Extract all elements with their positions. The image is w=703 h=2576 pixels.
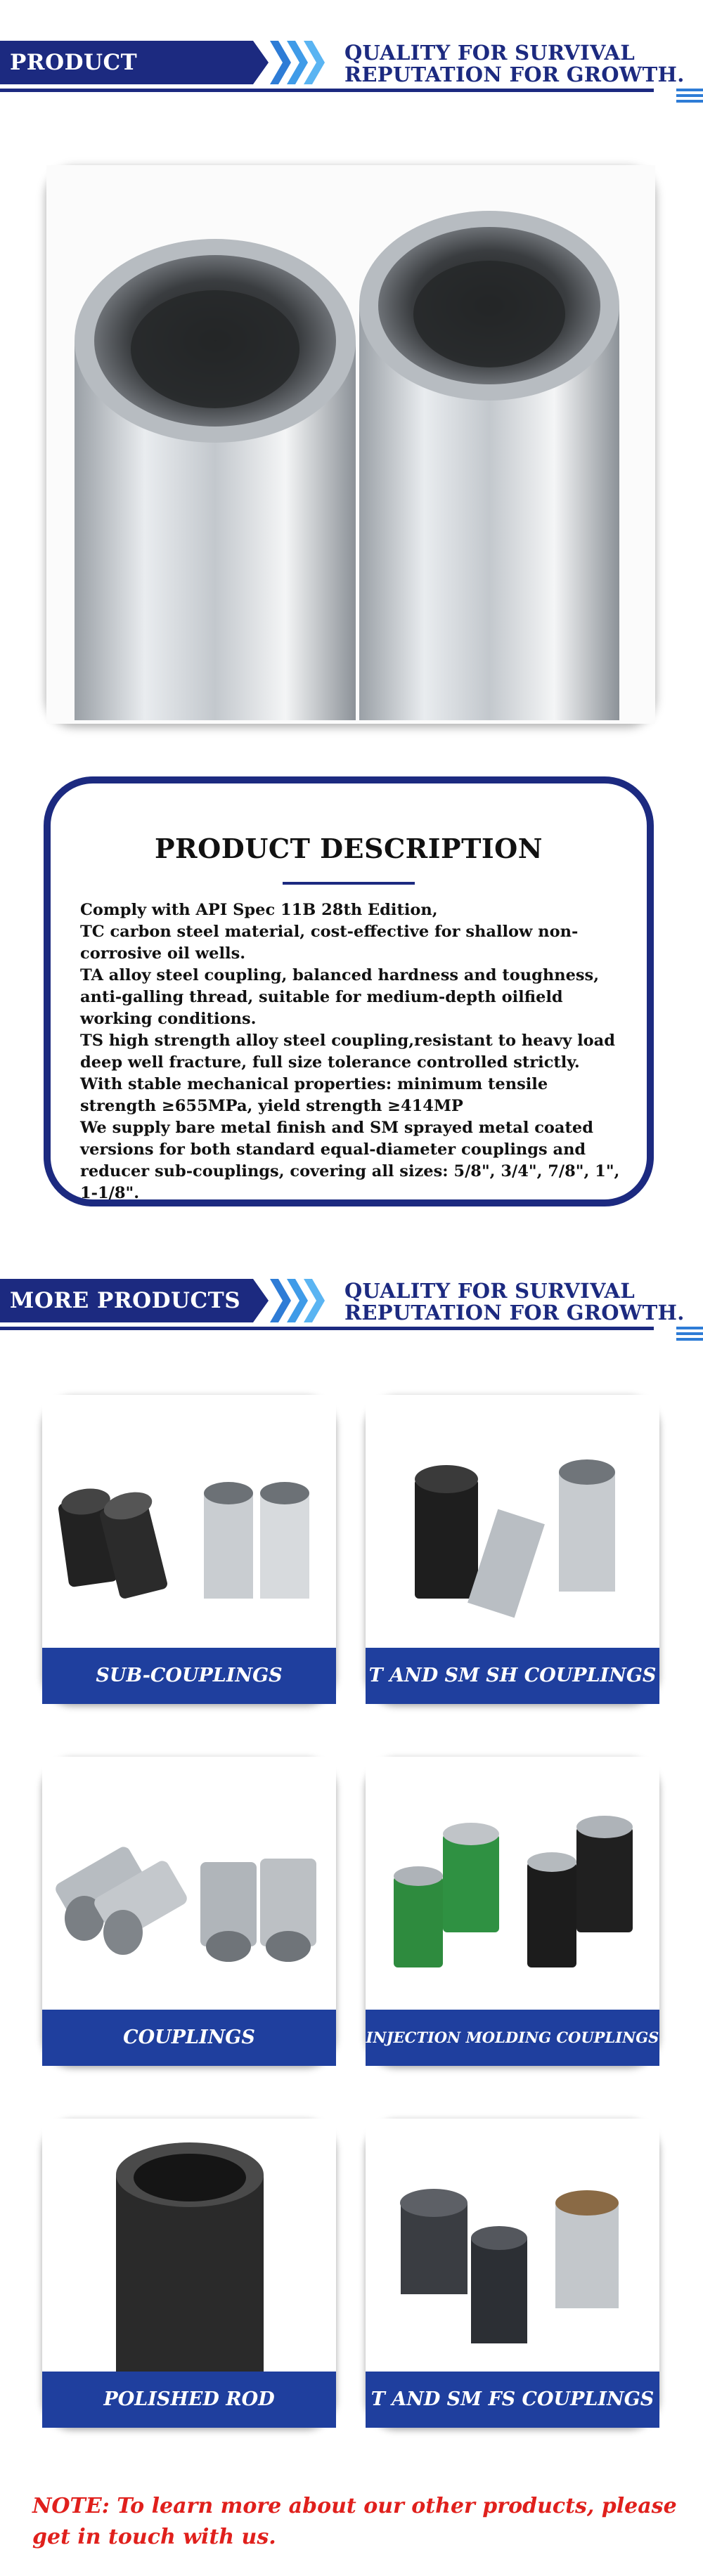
heading-underline xyxy=(283,882,415,885)
header-rule xyxy=(0,89,654,92)
description-paragraph: TC carbon steel material, cost-effective for shallow non-corrosive oil wells. xyxy=(80,923,579,963)
chevron-right-icon xyxy=(304,41,325,84)
product-photo xyxy=(366,2119,659,2372)
description-paragraph: We supply bare metal finish and SM sprayed metal coated versions for both standard equal-diameter couplings and reducer sub-couplings, covering all sizes: 5/8", 3/4", 7/8", 1", 1-1/8". xyxy=(80,1119,620,1202)
hero-product-photo xyxy=(46,165,655,724)
description-paragraph: Comply with API Spec 11B 28th Edition, xyxy=(80,901,438,919)
description-paragraph: TA alloy steel coupling, balanced hardness and toughness, anti-galling thread, suitable for medium-depth oilfield working conditions. xyxy=(80,966,600,1028)
product-photo xyxy=(42,1757,336,2010)
product-label: SUB-COUPLINGS xyxy=(42,1648,336,1704)
contact-note: NOTE: To learn more about our other products, please get in touch with us. xyxy=(32,2494,677,2549)
stripe-decoration xyxy=(676,89,703,105)
product-label: T AND SM SH COUPLINGS xyxy=(366,1648,659,1704)
slogan: QUALITY FOR SURVIVAL REPUTATION FOR GROWTH. xyxy=(344,41,685,86)
product-description-box xyxy=(44,776,654,1206)
chevron-right-icon xyxy=(304,1279,325,1322)
product-card-t-and-sm-sh-couplings[interactable] xyxy=(366,1395,659,1704)
product-card-injection-molding-couplings[interactable] xyxy=(366,1757,659,2066)
section-title: PRODUCT DISPLAY xyxy=(0,41,253,84)
description-paragraph: TS high strength alloy steel coupling,resistant to heavy load deep well fracture, full size tolerance controlled strictly. xyxy=(80,1032,615,1072)
product-card-polished-rod-coupling[interactable] xyxy=(42,2119,336,2466)
product-label: POLISHED ROD COUPLING xyxy=(42,2372,336,2428)
product-display-header xyxy=(0,21,703,119)
product-card-couplings[interactable] xyxy=(42,1757,336,2066)
product-card-sub-couplings[interactable] xyxy=(42,1395,336,1704)
product-photo xyxy=(366,1757,659,2010)
slogan: QUALITY FOR SURVIVAL REPUTATION FOR GROWTH. xyxy=(344,1279,685,1325)
product-label: INJECTION MOLDING COUPLINGS xyxy=(366,2010,659,2066)
description-paragraph: With stable mechanical properties: minimum tensile strength ≥655MPa, yield strength ≥414MP xyxy=(80,1075,548,1115)
header-rule xyxy=(0,1327,654,1330)
product-label: T AND SM FS COUPLINGS xyxy=(366,2372,659,2428)
product-photo xyxy=(366,1395,659,1648)
product-photo xyxy=(42,1395,336,1648)
stripe-decoration xyxy=(676,1327,703,1344)
description-body xyxy=(80,899,627,1204)
product-label: COUPLINGS xyxy=(42,2010,336,2066)
more-products-header xyxy=(0,1259,703,1344)
description-heading: PRODUCT DESCRIPTION xyxy=(154,833,543,864)
product-photo xyxy=(42,2119,336,2372)
section-title: MORE PRODUCTS xyxy=(0,1279,253,1322)
product-card-t-and-sm-fs-couplings[interactable] xyxy=(366,2119,659,2428)
